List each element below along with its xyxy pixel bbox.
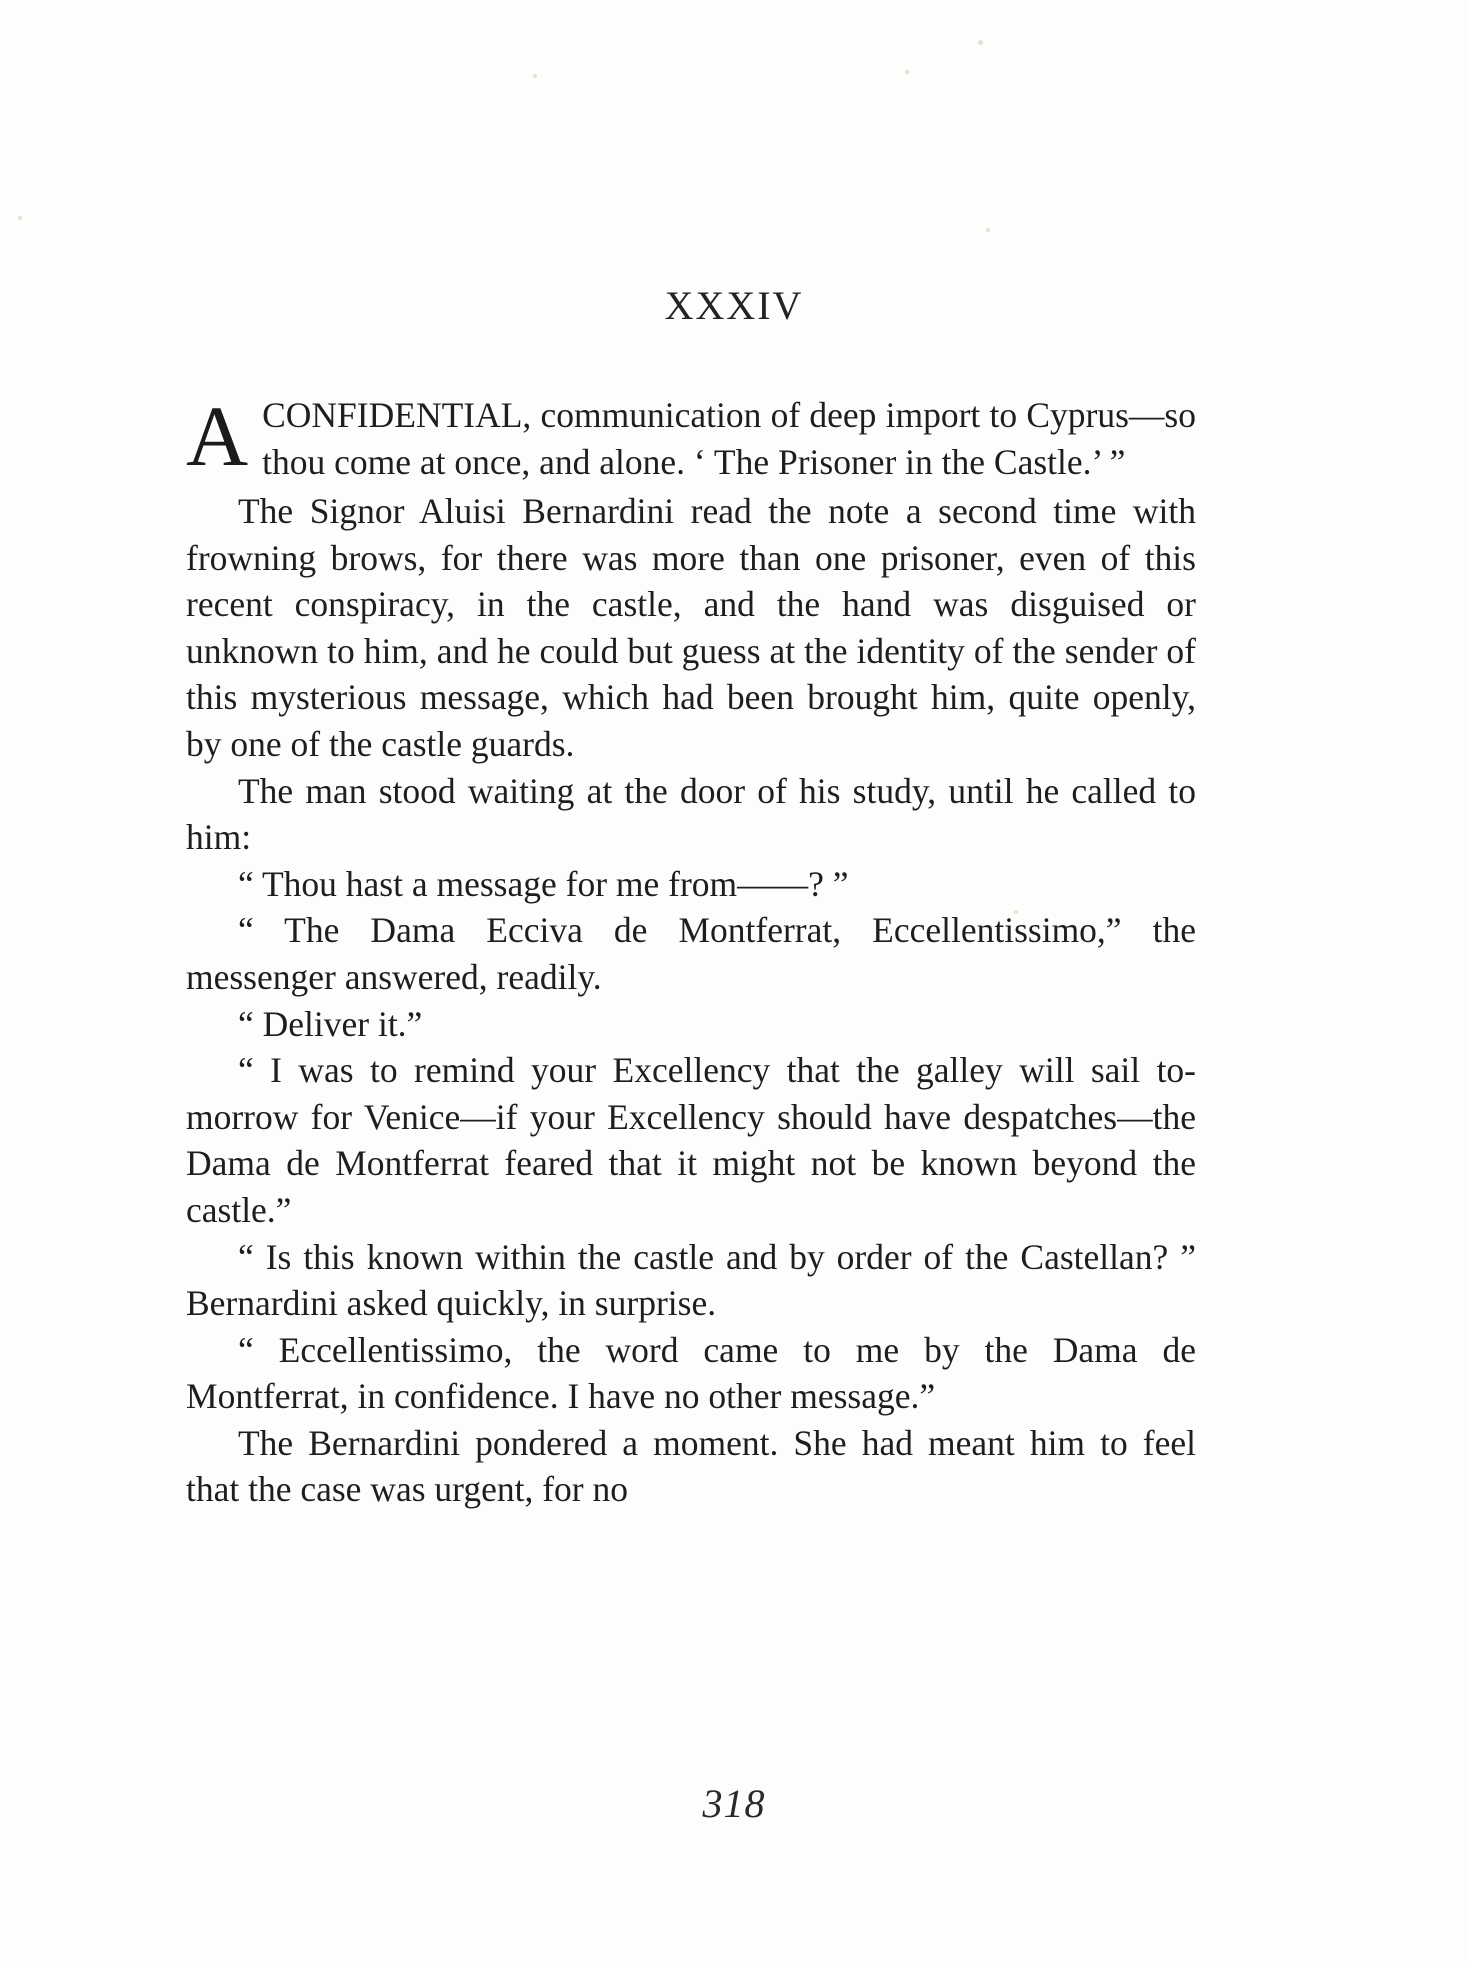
paper-speckle bbox=[986, 228, 990, 232]
paragraph-10: The Bernardini pondered a moment. She had meant him to feel that the case was urgent, for no bbox=[186, 1422, 1196, 1510]
paper-speckle bbox=[978, 40, 983, 45]
paper-speckle bbox=[18, 216, 22, 220]
paper-speckle bbox=[533, 74, 537, 78]
paragraph-4: “ Thou hast a message for me from——? ” bbox=[238, 863, 849, 904]
page-body-text bbox=[186, 388, 1196, 1513]
page-number: 318 bbox=[702, 1781, 766, 1826]
chapter-number: XXXIV bbox=[664, 283, 804, 328]
paragraph-3: The man stood waiting at the door of his study, until he called to him: bbox=[186, 770, 1196, 858]
drop-cap-letter: A bbox=[186, 388, 249, 484]
paragraph-5: “ The Dama Ecciva de Montferrat, Eccellentissimo,” the messenger answered, readily. bbox=[186, 910, 1196, 997]
paragraph-2: The Signor Aluisi Bernardini read the note a second time with frowning brows, for there was more than one prisoner, even of this recent conspiracy, in the castle, and the hand was disguised or unknown to him, and he could but guess at the identity of the sender of this mysterious message, which had been brought him, quite openly, by one of the castle guards. bbox=[186, 491, 1196, 764]
paragraph-7: “ I was to remind your Excellency that the galley will sail to-morrow for Venice—if your Excellency should have despatches—the Dama de Montferrat feared that it might not be known beyond the castle.” bbox=[186, 1050, 1196, 1230]
paragraph-6: “ Deliver it.” bbox=[238, 1003, 423, 1044]
paragraph-opening bbox=[186, 388, 1196, 488]
paragraph-text: CONFIDENTIAL, communication of deep import to Cyprus—so thou come at once, and alone. ‘ The Prisoner in the Castle.’ ” bbox=[262, 395, 1196, 482]
paragraph-8: “ Is this known within the castle and by order of the Castellan? ” Bernardini asked quickly, in surprise. bbox=[186, 1236, 1196, 1324]
paper-speckle bbox=[905, 70, 909, 74]
paragraph-9: “ Eccellentissimo, the word came to me by the Dama de Montferrat, in confidence. I have no other message.” bbox=[186, 1329, 1196, 1417]
